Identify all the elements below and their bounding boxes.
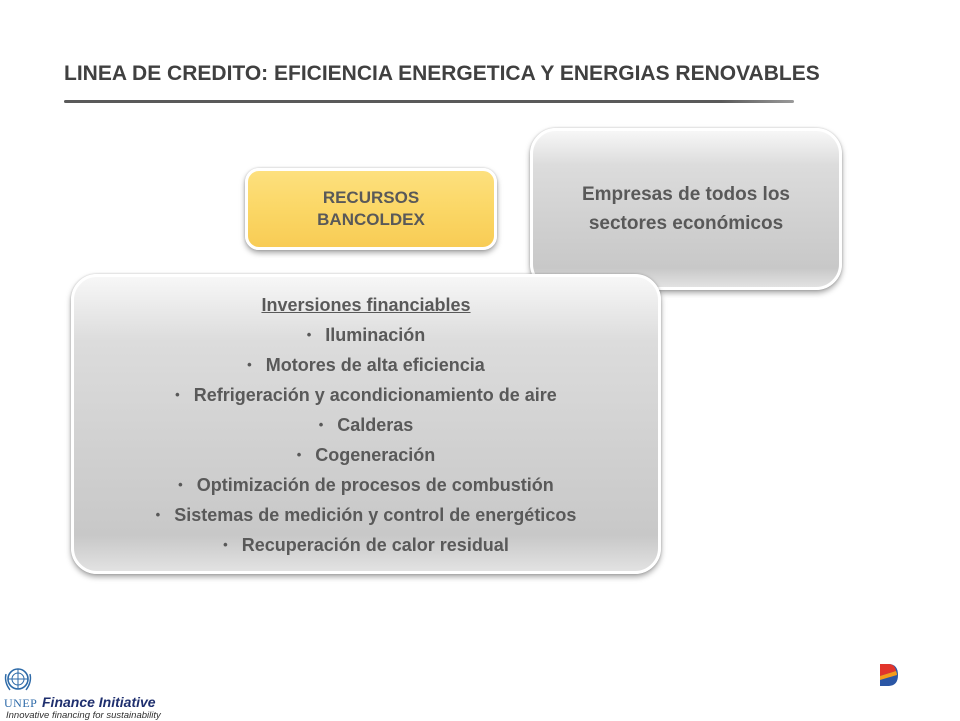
list-item [156, 530, 577, 560]
list-item-label: Sistemas de medición y control de energéticos [174, 504, 577, 525]
list-item-label: Recuperación de calor residual [241, 534, 509, 555]
unep-label: UNEP [4, 696, 38, 710]
bullet-icon: • [175, 386, 180, 402]
list-item-label: Calderas [337, 414, 414, 435]
recursos-line-2: BANCOLDEX [317, 210, 425, 229]
bullet-icon: • [247, 356, 252, 372]
list-item [156, 350, 577, 380]
list-item-label: Iluminación [325, 324, 426, 345]
list-item [156, 440, 577, 470]
list-item [156, 320, 577, 350]
recursos-line-1: RECURSOS [322, 188, 420, 207]
list-item-label: Cogeneración [315, 444, 436, 465]
bullet-icon: • [155, 506, 161, 522]
list-item-label: Optimización de procesos de combustión [196, 474, 554, 495]
list-item [156, 470, 577, 500]
title-underline [64, 100, 794, 103]
recursos-box [245, 168, 497, 250]
list-item [156, 380, 577, 410]
empresas-box [530, 128, 842, 290]
bullet-icon: • [296, 446, 302, 462]
un-emblem-icon [2, 664, 34, 696]
tagline: Innovative financing for sustainability [6, 710, 161, 721]
inversiones-list [156, 320, 577, 560]
inversiones-heading: Inversiones financiables [261, 294, 471, 315]
finance-initiative-label: Finance Initiative [42, 694, 156, 710]
list-item-label: Motores de alta eficiencia [265, 354, 485, 375]
bullet-icon: • [223, 536, 228, 552]
unep-fi-logo [2, 664, 192, 720]
bancoldex-mark-icon [878, 662, 900, 688]
bullet-icon: • [318, 416, 324, 432]
list-item [156, 500, 577, 530]
list-item [156, 410, 577, 440]
empresas-line-1: Empresas de todos los [581, 184, 790, 205]
empresas-line-2: sectores económicos [588, 213, 784, 234]
bullet-icon: • [306, 326, 312, 342]
list-item-label: Refrigeración y acondicionamiento de aire [193, 384, 557, 405]
slide-title: LINEA DE CREDITO: EFICIENCIA ENERGETICA Y ENERGIAS RENOVABLES [64, 62, 820, 85]
bullet-icon: • [178, 476, 183, 492]
inversiones-box [71, 274, 661, 574]
